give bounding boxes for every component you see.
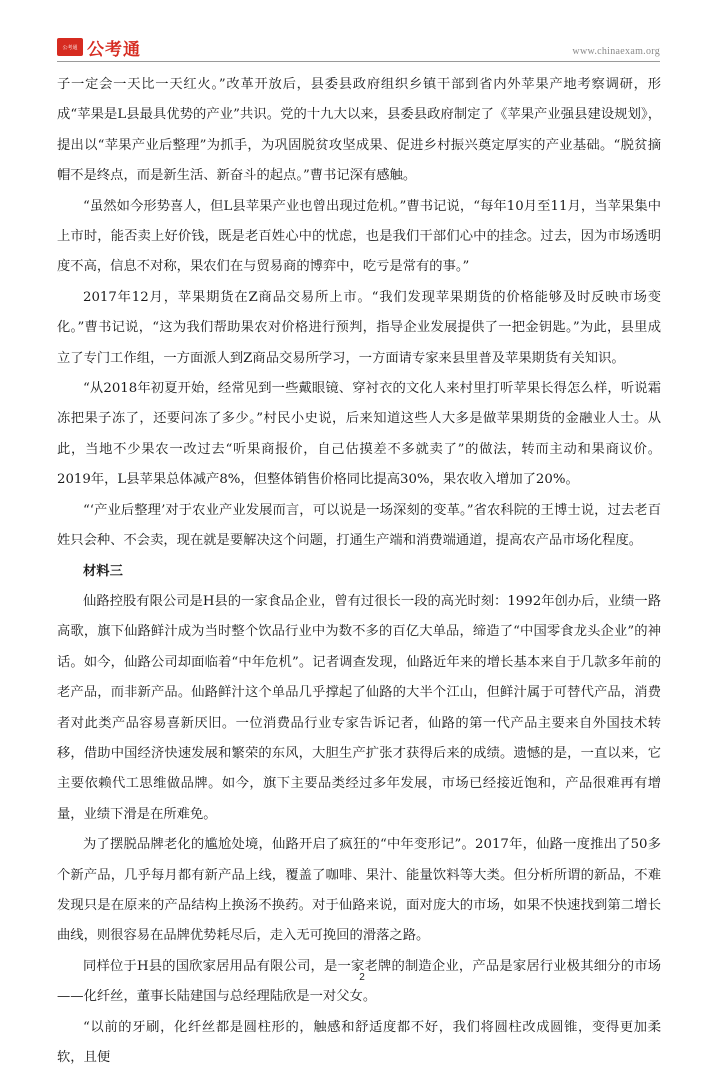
paragraph: “‘产业后整理’对于农业产业发展而言，可以说是一场深刻的变革。”省农科院的王博士说，过去老百姓只会种、不会卖，现在就是要解决这个问题，打通生产端和消费端通道，提高农产品市场化程度。 xyxy=(57,502,661,549)
site-url[interactable]: www.chinaexam.org xyxy=(572,46,660,57)
paragraph: “虽然如今形势喜人，但L县苹果产业也曾出现过危机。”曹书记说，“每年10月至11月，当苹果集中上市时，能否卖上好价钱，既是老百姓心中的忧虑，也是我们干部们心中的挂念。过去，因为市场透明度不高，信息不对称，果农们在与贸易商的博弈中，吃亏是常有的事。” xyxy=(57,198,661,275)
site-logo[interactable] xyxy=(57,35,141,59)
document-body xyxy=(57,70,661,1073)
paragraph: 同样位于H县的国欣家居用品有限公司，是一家老牌的制造企业，产品是家居行业极其细分的市场——化纤丝，董事长陆建国与总经理陆欣是一对父女。 xyxy=(57,958,661,1005)
logo-text: 公考通 xyxy=(87,39,141,60)
paragraph: 2017年12月，苹果期货在Z商品交易所上市。“我们发现苹果期货的价格能够及时反映市场变化。”曹书记说，“这为我们帮助果农对价格进行预判，指导企业发展提供了一把金钥匙。”为此，县里成立了专门工作组，一方面派人到Z商品交易所学习，一方面请专家来县里普及苹果期货有关知识。 xyxy=(57,289,661,366)
header-divider xyxy=(57,61,660,62)
paragraph: “以前的牙刷，化纤丝都是圆柱形的，触感和舒适度都不好，我们将圆柱改成圆锥，变得更加柔软，且便 xyxy=(57,1019,661,1065)
paragraph: 为了摆脱品牌老化的尴尬处境，仙路开启了疯狂的“中年变形记”。2017年，仙路一度推出了50多个新产品，几乎每月都有新产品上线，覆盖了咖啡、果汁、能量饮料等大类。但分析所谓的新品，不难发现只是在原来的产品结构上换汤不换药。对于仙路来说，面对庞大的市场，如果不快速找到第二增长曲线，则很容易在品牌优势耗尽后，走入无可挽回的滑落之路。 xyxy=(57,837,661,944)
page-header xyxy=(0,0,724,64)
paragraph: “从2018年初夏开始，经常见到一些戴眼镜、穿衬衣的文化人来村里打听苹果长得怎么样，听说霜冻把果子冻了，还要问冻了多少。”村民小史说，后来知道这些人大多是做苹果期货的金融业人士。从此，当地不少果农一改过去“听果商报价，自己估摸差不多就卖了”的做法，转而主动和果商议价。2019年，L县苹果总体减产8%，但整体销售价格同比提高30%，果农收入增加了20%。 xyxy=(57,381,661,488)
logo-badge: 公考通 xyxy=(57,38,83,56)
paragraph: 仙路控股有限公司是H县的一家食品企业，曾有过很长一段的高光时刻：1992年创办后，业绩一路高歌，旗下仙路鲜汁成为当时整个饮品行业中为数不多的百亿大单品，缔造了“中国零食龙头企业”的神话。如今，仙路公司却面临着“中年危机”。记者调查发现，仙路近年来的增长基本来自于几款多年前的老产品，而非新产品。仙路鲜汁这个单品几乎撑起了仙路的大半个江山，但鲜汁属于可替代产品，消费者对此类产品容易喜新厌旧。一位消费品行业专家告诉记者，仙路的第一代产品主要来自外国技术转移，借助中国经济快速发展和繁荣的东风，大胆生产扩张才获得后来的成绩。遗憾的是，一直以来，它主要依赖代工思维做品牌。如今，旗下主要品类经过多年发展，市场已经接近饱和，产品很难再有增量，业绩下滑是在所难免。 xyxy=(57,593,661,822)
section-heading: 材料三 xyxy=(83,563,123,579)
page-number: 2 xyxy=(359,972,365,983)
paragraph: 子一定会一天比一天红火。”改革开放后，县委县政府组织乡镇干部到省内外苹果产地考察调研，形成“苹果是L县最具优势的产业”共识。党的十九大以来，县委县政府制定了《苹果产业强县建设规划》，提出以“苹果产业后整理”为抓手，为巩固脱贫攻坚成果、促进乡村振兴奠定厚实的产业基础。“脱贫摘帽不是终点，而是新生活、新奋斗的起点。”曹书记深有感触。 xyxy=(57,77,661,184)
